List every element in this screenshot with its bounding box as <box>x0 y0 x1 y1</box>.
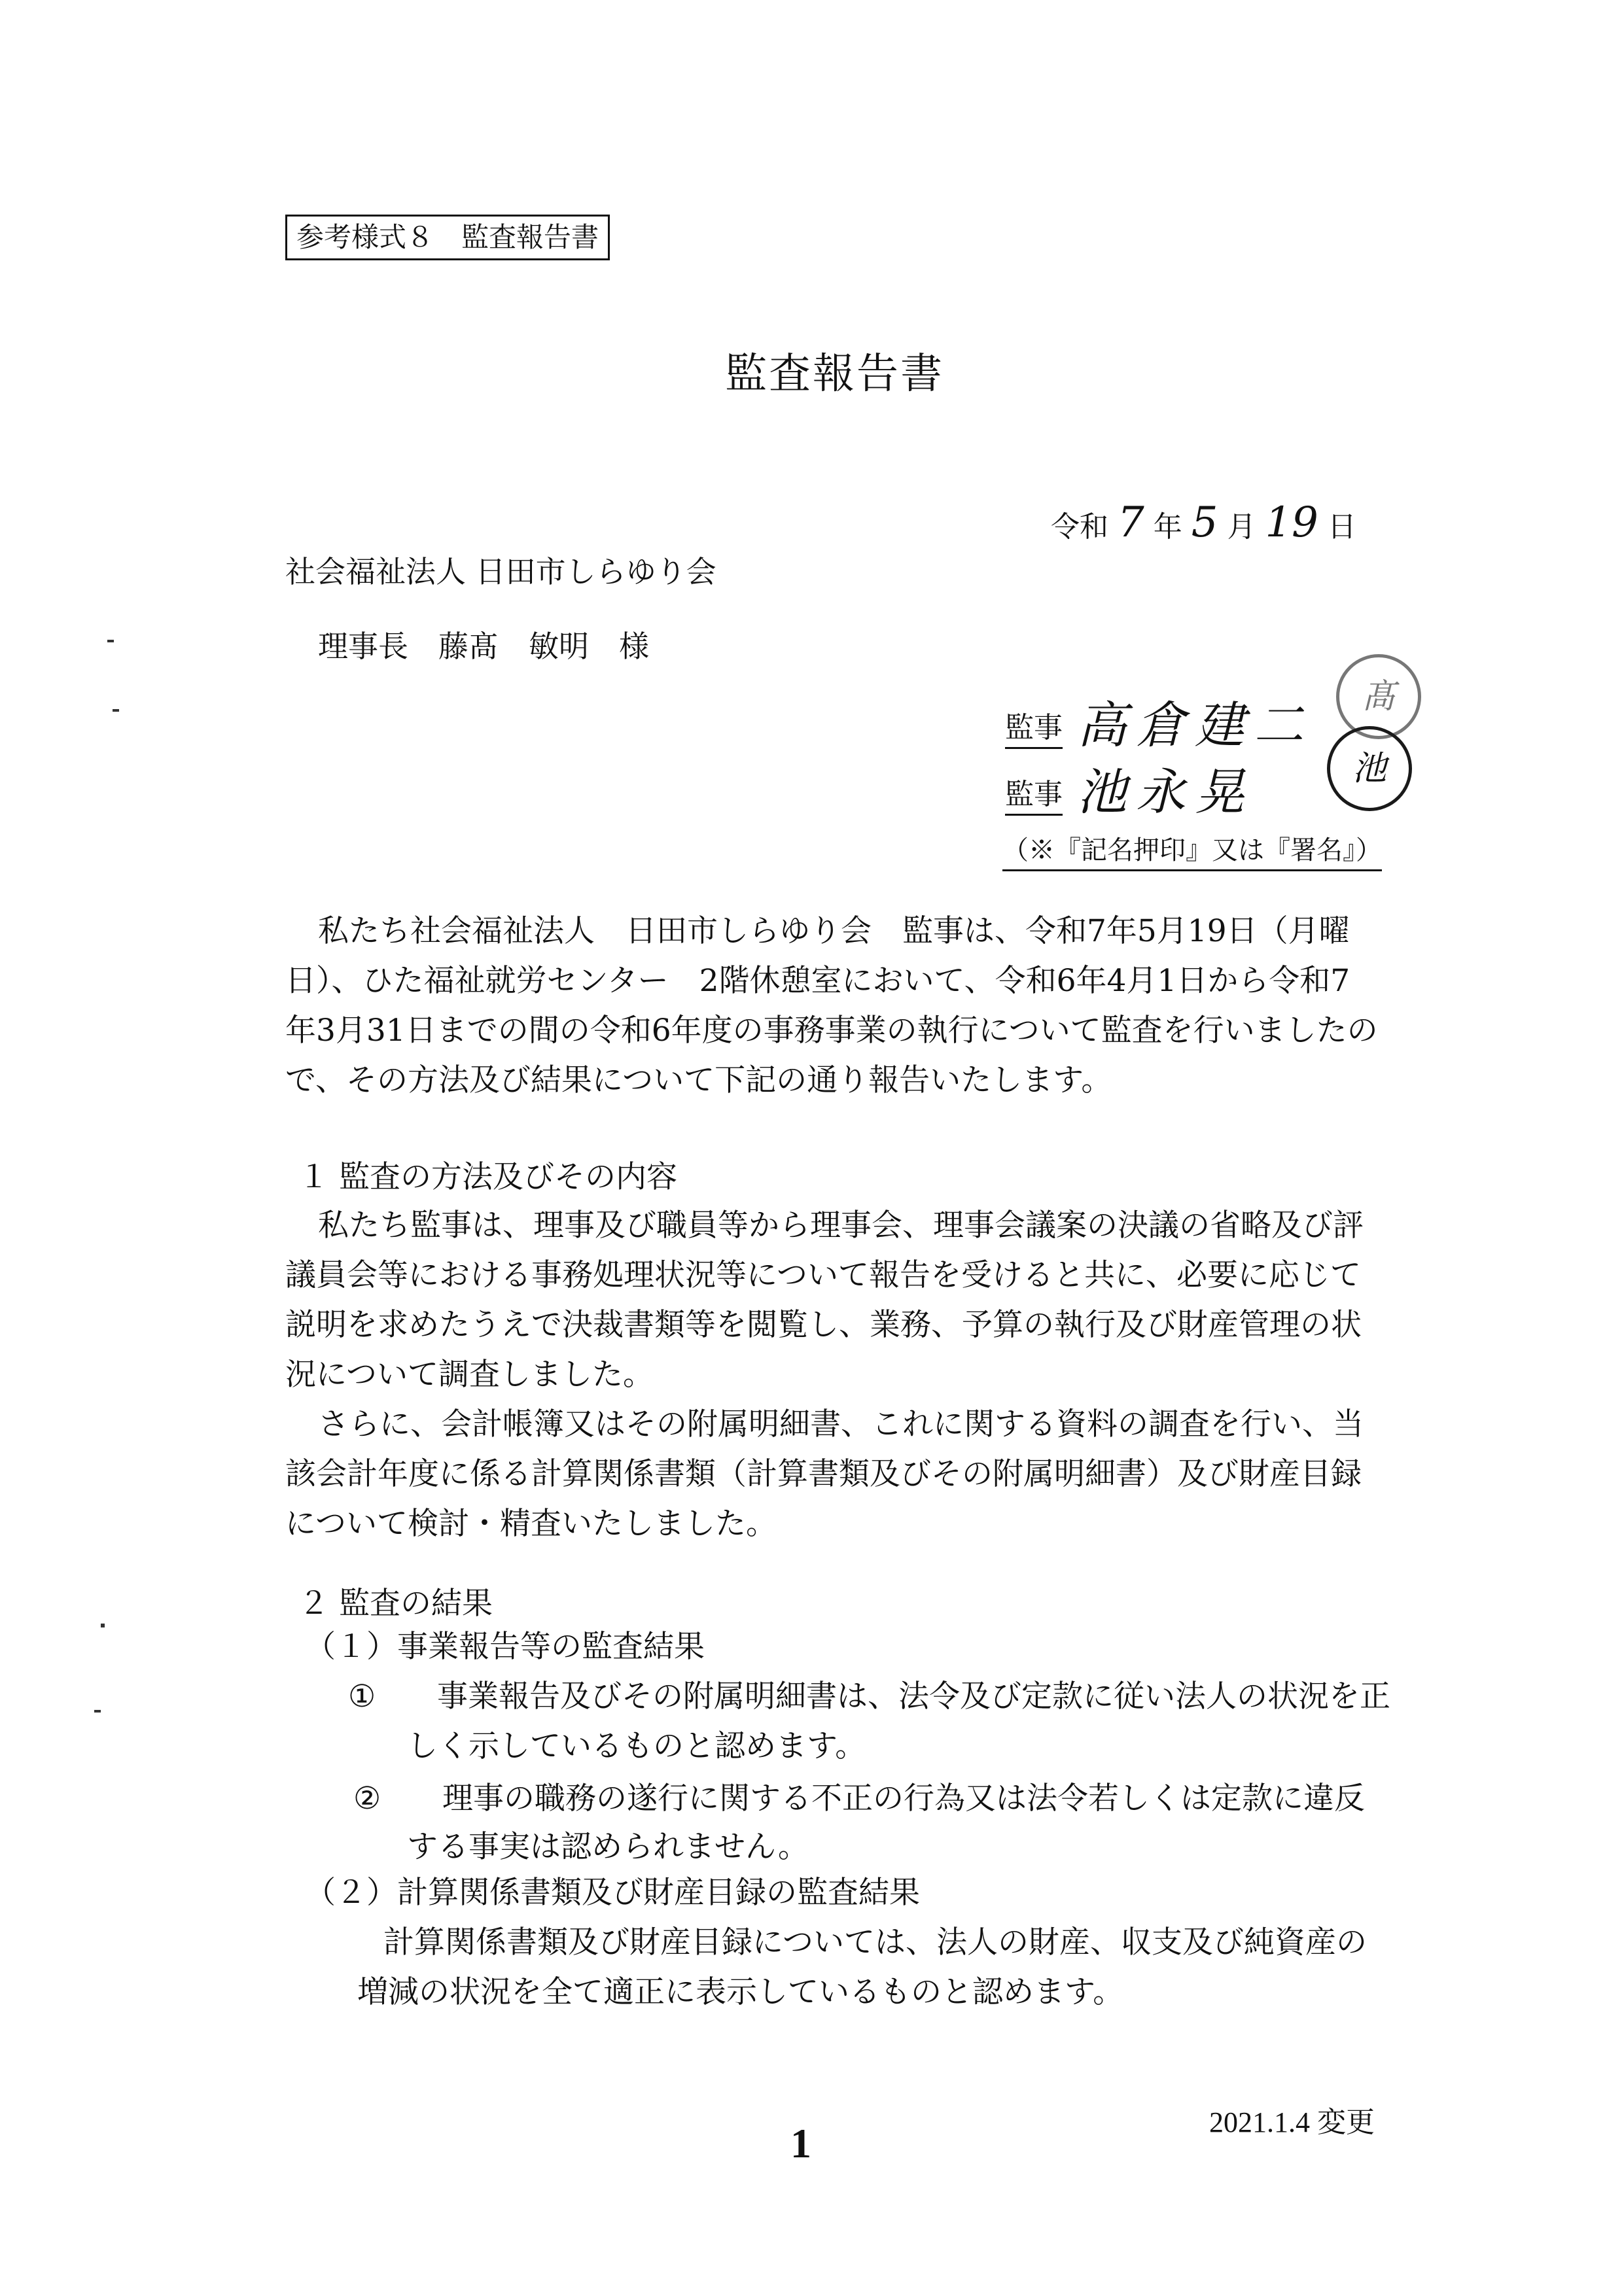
intro-line: 年3月31日までの間の令和6年度の事務事業の執行について監査を行いましたの <box>285 1013 1378 1049</box>
section-2-heading: ２ 監査の結果 <box>298 1586 493 1622</box>
section-1-line: 説明を求めたうえで決裁書類等を閲覧し、業務、予算の執行及び財産管理の状 <box>285 1307 1362 1343</box>
section-1-line: 該会計年度に係る計算関係書類（計算書類及びその附属明細書）及び財産目録 <box>285 1456 1362 1492</box>
revision-date: 2021.1.4 変更 <box>1209 2106 1375 2138</box>
date-month: 5 <box>1191 498 1218 547</box>
item-marker: ② <box>353 1781 381 1817</box>
auditor-1-role: 監事 <box>1005 711 1063 749</box>
item-line: しく示しているものと認めます。 <box>407 1728 866 1764</box>
scan-speck <box>113 709 119 712</box>
sub2-line: 増減の状況を全て適正に表示しているものと認めます。 <box>357 1974 1124 2010</box>
intro-line: で、その方法及び結果について下記の通り報告いたします。 <box>285 1062 1112 1098</box>
date-year-unit: 年 <box>1153 510 1182 544</box>
document-title: 監査報告書 <box>725 350 944 398</box>
auditor-2-seal: 池 <box>1327 726 1412 811</box>
sub2-line: 計算関係書類及び財産目録については、法人の財産、収支及び純資産の <box>383 1924 1368 1960</box>
item-line: 理事の職務の遂行に関する不正の行為又は法令若しくは定款に違反 <box>442 1781 1365 1817</box>
intro-line: 日）、ひた福祉就労センター 2階休憩室において、令和6年4月1日から令和7 <box>285 963 1350 999</box>
scan-speck <box>107 640 114 642</box>
recipient-addressee: 理事長 藤髙 敏明 様 <box>318 629 649 664</box>
section-1-line: について検討・精査いたしました。 <box>285 1506 777 1542</box>
section-1-line: さらに、会計帳簿又はその附属明細書、これに関する資料の調査を行い、当 <box>318 1406 1364 1442</box>
section-2-sub1-heading: （１）事業報告等の監査結果 <box>305 1629 705 1665</box>
date-month-unit: 月 <box>1227 510 1256 544</box>
document-date <box>1051 498 1356 547</box>
date-era: 令和 <box>1051 510 1108 544</box>
section-1-line: 議員会等における事務処理状況等について報告を受けると共に、必要に応じて <box>285 1257 1362 1293</box>
auditor-1-seal: 髙 <box>1336 654 1421 739</box>
recipient-organization: 社会福祉法人 日田市しらゆり会 <box>285 554 716 589</box>
date-year: 7 <box>1118 498 1144 547</box>
date-day-unit: 日 <box>1327 510 1356 544</box>
auditor-1 <box>1005 686 1313 757</box>
signature-note: （※『記名押印』又は『署名』） <box>1002 829 1382 871</box>
form-label: 参考様式８ 監査報告書 <box>285 215 610 260</box>
section-1-line: 私たち監事は、理事及び職員等から理事会、理事会議案の決議の省略及び評 <box>318 1208 1364 1244</box>
date-day: 19 <box>1265 498 1318 547</box>
item-line: 事業報告及びその附属明細書は、法令及び定款に従い法人の状況を正 <box>437 1679 1390 1714</box>
section-1-line: 況について調査しました。 <box>285 1357 654 1393</box>
section-2-sub2-heading: （２）計算関係書類及び財産目録の監査結果 <box>305 1875 920 1911</box>
auditor-2 <box>1005 752 1254 824</box>
auditor-2-role: 監事 <box>1005 778 1063 816</box>
auditor-2-signature: 池永晃 <box>1077 763 1254 821</box>
auditor-1-signature: 高倉建二 <box>1077 696 1313 754</box>
item-marker: ① <box>348 1679 376 1714</box>
section-1-heading: １ 監査の方法及びその内容 <box>298 1159 677 1195</box>
scan-speck <box>94 1710 101 1713</box>
page-number: 1 <box>790 2120 811 2166</box>
item-line: する事実は認められません。 <box>407 1829 809 1865</box>
intro-line: 私たち社会福祉法人 日田市しらゆり会 監事は、令和7年5月19日（月曜 <box>318 913 1350 949</box>
scan-speck <box>101 1624 105 1627</box>
